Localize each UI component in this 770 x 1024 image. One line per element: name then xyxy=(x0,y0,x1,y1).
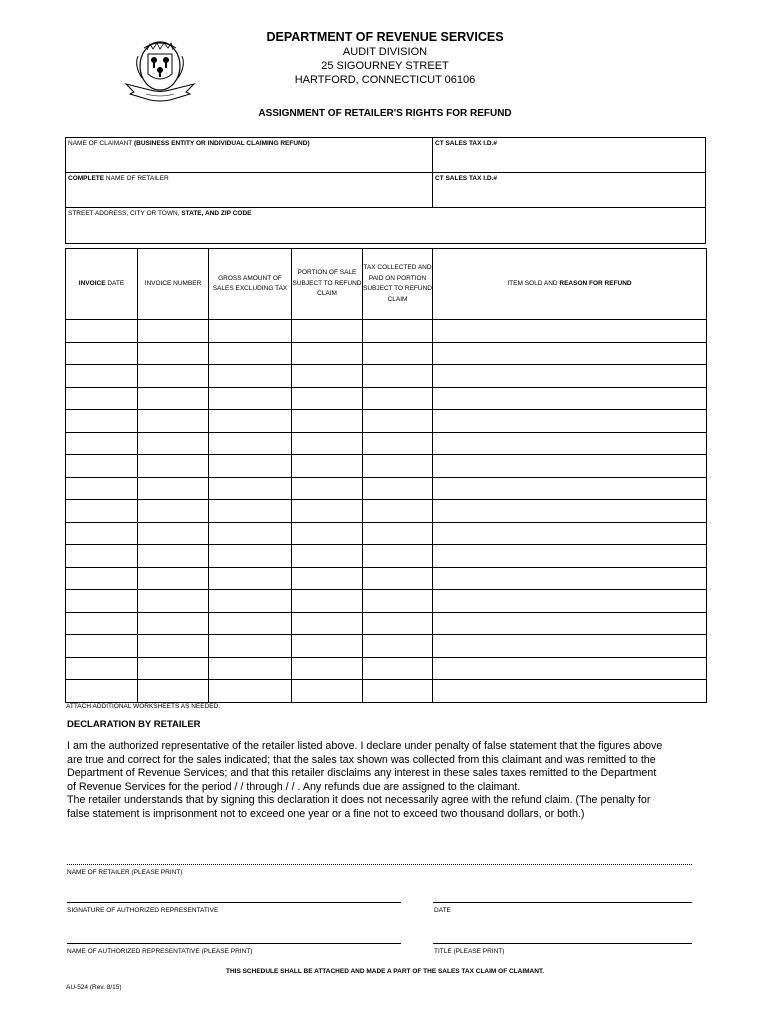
invoice-number-cell[interactable] xyxy=(138,432,209,455)
table-row xyxy=(66,342,707,365)
table-row xyxy=(66,612,707,635)
portion-of-sale-cell[interactable] xyxy=(292,365,363,388)
tax-collected-cell[interactable] xyxy=(363,342,433,365)
portion-of-sale-cell[interactable] xyxy=(292,545,363,568)
invoice-date-cell[interactable] xyxy=(66,410,138,433)
item-reason-cell[interactable] xyxy=(433,635,707,658)
item-reason-cell[interactable] xyxy=(433,500,707,523)
item-reason-cell[interactable] xyxy=(433,387,707,410)
header xyxy=(250,30,520,87)
table-row xyxy=(66,387,707,410)
gross-amount-cell[interactable] xyxy=(209,567,292,590)
claimant-name-label: NAME OF CLAIMANT (BUSINESS ENTITY OR INDIVIDUAL CLAIMING REFUND) xyxy=(68,140,310,147)
retailer-name-input-line[interactable] xyxy=(67,864,692,865)
item-reason-cell[interactable] xyxy=(433,545,707,568)
table-row xyxy=(66,455,707,478)
table-row xyxy=(66,522,707,545)
representative-name-label: NAME OF AUTHORIZED REPRESENTATIVE (PLEASE PRINT) xyxy=(67,948,253,955)
tax-collected-cell[interactable] xyxy=(363,387,433,410)
gross-amount-cell[interactable] xyxy=(209,545,292,568)
retailer-name-field[interactable] xyxy=(65,172,433,208)
retailer-tax-id-field[interactable] xyxy=(432,172,706,208)
department-name: DEPARTMENT OF REVENUE SERVICES xyxy=(266,30,504,44)
invoice-date-cell[interactable] xyxy=(66,500,138,523)
item-reason-cell[interactable] xyxy=(433,477,707,500)
tax-collected-cell[interactable] xyxy=(363,680,433,703)
invoice-number-cell[interactable] xyxy=(138,590,209,613)
tax-collected-cell[interactable] xyxy=(363,522,433,545)
invoice-date-cell[interactable] xyxy=(66,657,138,680)
invoice-date-cell[interactable] xyxy=(66,590,138,613)
gross-amount-cell[interactable] xyxy=(209,680,292,703)
claimant-tax-id-field[interactable] xyxy=(432,137,706,173)
item-reason-cell[interactable] xyxy=(433,567,707,590)
address-field[interactable] xyxy=(65,207,706,244)
portion-of-sale-cell[interactable] xyxy=(292,455,363,478)
gross-amount-cell[interactable] xyxy=(209,432,292,455)
table-row xyxy=(66,680,707,703)
tax-collected-cell[interactable] xyxy=(363,365,433,388)
gross-amount-cell[interactable] xyxy=(209,387,292,410)
item-reason-cell[interactable] xyxy=(433,657,707,680)
table-row xyxy=(66,657,707,680)
portion-of-sale-cell[interactable] xyxy=(292,612,363,635)
portion-of-sale-cell[interactable] xyxy=(292,500,363,523)
invoice-number-cell[interactable] xyxy=(138,680,209,703)
retailer-name-label: COMPLETE NAME OF RETAILER xyxy=(68,175,169,182)
invoice-date-cell[interactable] xyxy=(66,522,138,545)
item-reason-cell[interactable] xyxy=(433,590,707,613)
invoice-number-cell[interactable] xyxy=(138,522,209,545)
city-state-zip: HARTFORD, CONNECTICUT 06106 xyxy=(294,74,476,86)
portion-of-sale-cell[interactable] xyxy=(292,477,363,500)
invoice-number-cell[interactable] xyxy=(138,657,209,680)
item-reason-cell[interactable] xyxy=(433,612,707,635)
portion-of-sale-cell[interactable] xyxy=(292,342,363,365)
gross-amount-cell[interactable] xyxy=(209,590,292,613)
portion-of-sale-cell[interactable] xyxy=(292,635,363,658)
date-input-line[interactable] xyxy=(433,902,692,903)
gross-amount-cell[interactable] xyxy=(209,635,292,658)
tax-collected-cell[interactable] xyxy=(363,590,433,613)
tax-collected-cell[interactable] xyxy=(363,477,433,500)
tax-collected-cell[interactable] xyxy=(363,410,433,433)
invoice-number-cell[interactable] xyxy=(138,387,209,410)
portion-of-sale-cell[interactable] xyxy=(292,432,363,455)
tax-collected-cell[interactable] xyxy=(363,320,433,343)
tax-collected-cell[interactable] xyxy=(363,432,433,455)
column-header-tax-collected: TAX COLLECTED AND PAID ON PORTION SUBJECT TO REFUND CLAIM xyxy=(363,249,433,320)
retailer-tax-id-label: CT SALES TAX I.D.# xyxy=(435,175,497,182)
invoice-date-cell[interactable] xyxy=(66,567,138,590)
address-label: STREET ADDRESS, CITY OR TOWN, STATE, AND ZIP CODE xyxy=(68,210,252,217)
invoice-date-cell[interactable] xyxy=(66,342,138,365)
invoice-number-cell[interactable] xyxy=(138,410,209,433)
invoice-number-cell[interactable] xyxy=(138,500,209,523)
attach-note: ATTACH ADDITIONAL WORKSHEETS AS NEEDED. xyxy=(66,703,221,710)
invoice-number-cell[interactable] xyxy=(138,342,209,365)
invoice-table xyxy=(65,248,707,703)
division-name: AUDIT DIVISION xyxy=(342,46,428,58)
table-row xyxy=(66,477,707,500)
invoice-date-cell[interactable] xyxy=(66,635,138,658)
item-reason-cell[interactable] xyxy=(433,432,707,455)
portion-of-sale-cell[interactable] xyxy=(292,320,363,343)
gross-amount-cell[interactable] xyxy=(209,657,292,680)
title-input-line[interactable] xyxy=(433,943,692,944)
gross-amount-cell[interactable] xyxy=(209,455,292,478)
portion-of-sale-cell[interactable] xyxy=(292,387,363,410)
column-header-gross-amount: GROSS AMOUNT OF SALES EXCLUDING TAX xyxy=(209,249,292,320)
invoice-date-cell[interactable] xyxy=(66,545,138,568)
column-header-invoice-number: INVOICE NUMBER xyxy=(138,249,209,320)
gross-amount-cell[interactable] xyxy=(209,365,292,388)
invoice-number-cell[interactable] xyxy=(138,477,209,500)
tax-collected-cell[interactable] xyxy=(363,545,433,568)
tax-collected-cell[interactable] xyxy=(363,567,433,590)
declaration-title: DECLARATION BY RETAILER xyxy=(67,719,201,730)
portion-of-sale-cell[interactable] xyxy=(292,567,363,590)
invoice-date-cell[interactable] xyxy=(66,455,138,478)
invoice-number-cell[interactable] xyxy=(138,365,209,388)
invoice-number-cell[interactable] xyxy=(138,455,209,478)
invoice-date-cell[interactable] xyxy=(66,365,138,388)
signature-input-line[interactable] xyxy=(67,902,401,903)
gross-amount-cell[interactable] xyxy=(209,410,292,433)
invoice-date-cell[interactable] xyxy=(66,612,138,635)
item-reason-cell[interactable] xyxy=(433,522,707,545)
invoice-date-cell[interactable] xyxy=(66,387,138,410)
table-row xyxy=(66,410,707,433)
item-reason-cell[interactable] xyxy=(433,365,707,388)
table-row xyxy=(66,432,707,455)
invoice-date-cell[interactable] xyxy=(66,680,138,703)
invoice-number-cell[interactable] xyxy=(138,320,209,343)
portion-of-sale-cell[interactable] xyxy=(292,590,363,613)
claimant-tax-id-label: CT SALES TAX I.D.# xyxy=(435,140,497,147)
column-header-portion-of-sale: PORTION OF SALE SUBJECT TO REFUND CLAIM xyxy=(292,249,363,320)
state-seal-logo xyxy=(122,36,198,108)
item-reason-cell[interactable] xyxy=(433,455,707,478)
tax-collected-cell[interactable] xyxy=(363,500,433,523)
signature-label: SIGNATURE OF AUTHORIZED REPRESENTATIVE xyxy=(67,907,219,914)
item-reason-cell[interactable] xyxy=(433,410,707,433)
table-row xyxy=(66,635,707,658)
gross-amount-cell[interactable] xyxy=(209,477,292,500)
table-header-row xyxy=(66,249,707,320)
representative-name-input-line[interactable] xyxy=(67,943,401,944)
tax-collected-cell[interactable] xyxy=(363,612,433,635)
table-row xyxy=(66,500,707,523)
gross-amount-cell[interactable] xyxy=(209,500,292,523)
portion-of-sale-cell[interactable] xyxy=(292,522,363,545)
invoice-number-cell[interactable] xyxy=(138,612,209,635)
invoice-number-cell[interactable] xyxy=(138,635,209,658)
title-label: TITLE (PLEASE PRINT) xyxy=(434,948,505,955)
item-reason-cell[interactable] xyxy=(433,342,707,365)
invoice-number-cell[interactable] xyxy=(138,567,209,590)
gross-amount-cell[interactable] xyxy=(209,522,292,545)
tax-collected-cell[interactable] xyxy=(363,657,433,680)
street-address: 25 SIGOURNEY STREET xyxy=(321,60,449,72)
invoice-date-cell[interactable] xyxy=(66,320,138,343)
table-row xyxy=(66,320,707,343)
gross-amount-cell[interactable] xyxy=(209,612,292,635)
declaration-text: I am the authorized representative of the retailer listed above. I declare under penalty of false statement that the figures above are true and correct for the sales indicated; that the sales tax shown was collected from this claimant and was remitted to the Department of Revenue Services; and that this retailer disclaims any interest in these sales taxes remitted to the Department of Revenue Services for the period / / through / / . Any refunds due are assigned to the claimant. The retailer understands that by signing this declaration it does not necessarily agree with the refund claim. (The penalty for false statement is imprisonment not to exceed one year or a fine not to exceed two thousand dollars, or both.) xyxy=(67,740,663,820)
invoice-number-cell[interactable] xyxy=(138,545,209,568)
portion-of-sale-cell[interactable] xyxy=(292,410,363,433)
portion-of-sale-cell[interactable] xyxy=(292,680,363,703)
item-reason-cell[interactable] xyxy=(433,680,707,703)
table-row xyxy=(66,365,707,388)
form-title: ASSIGNMENT OF RETAILER'S RIGHTS FOR REFUND xyxy=(258,108,512,119)
item-reason-cell[interactable] xyxy=(433,320,707,343)
tax-collected-cell[interactable] xyxy=(363,635,433,658)
invoice-date-cell[interactable] xyxy=(66,432,138,455)
column-header-item-reason: ITEM SOLD AND REASON FOR REFUND xyxy=(433,249,707,320)
table-row xyxy=(66,590,707,613)
claimant-name-field[interactable] xyxy=(65,137,433,173)
column-header-invoice-date: INVOICE DATE xyxy=(66,249,138,320)
table-row xyxy=(66,545,707,568)
attachment-instruction: THIS SCHEDULE SHALL BE ATTACHED AND MADE A PART OF THE SALES TAX CLAIM OF CLAIMANT. xyxy=(225,968,544,975)
gross-amount-cell[interactable] xyxy=(209,342,292,365)
invoice-date-cell[interactable] xyxy=(66,477,138,500)
form-number: AU-524 (Rev. 8/15) xyxy=(66,984,122,991)
date-label: DATE xyxy=(434,907,451,914)
retailer-name-print-label: NAME OF RETAILER (PLEASE PRINT) xyxy=(67,869,183,876)
portion-of-sale-cell[interactable] xyxy=(292,657,363,680)
gross-amount-cell[interactable] xyxy=(209,320,292,343)
tax-collected-cell[interactable] xyxy=(363,455,433,478)
table-row xyxy=(66,567,707,590)
